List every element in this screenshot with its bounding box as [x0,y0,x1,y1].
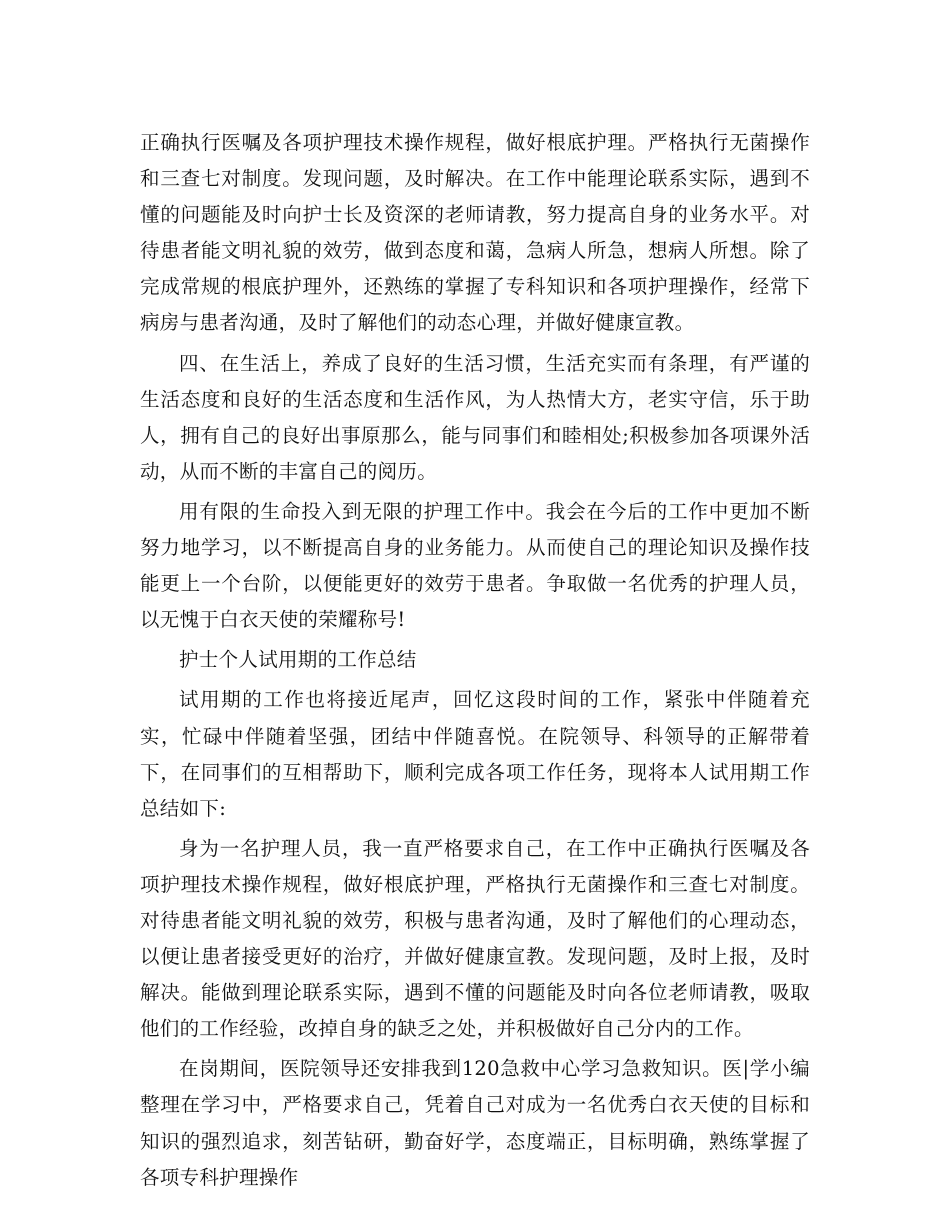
section-heading: 护士个人试用期的工作总结 [179,648,417,672]
paragraph-1: 正确执行医嘱及各项护理技术操作规程，做好根底护理。严格执行无菌操作和三查七对制度。发现问题，及时解决。在工作中能理论联系实际，遇到不懂的问题能及时向护士长及资深的老师请教，努力提高自身的业务水平。对待患者能文明礼貌的效劳，做到态度和蔼，急病人所急，想病人所想。除了完成常规的根底护理外，还熟练的掌握了专科知识和各项护理操作，经常下病房与患者沟通，及时了解他们的动态心理，并做好健康宣教。 [140,131,810,335]
document-body [140,125,810,1200]
paragraph-5: 身为一名护理人员，我一直严格要求自己，在工作中正确执行医嘱及各项护理技术操作规程，做好根底护理，严格执行无菌操作和三查七对制度。对待患者能文明礼貌的效劳，积极与患者沟通，及时了解他们的心理动态，以便让患者接受更好的治疗，并做好健康宣教。发现问题，及时上报，及时解决。能做到理论联系实际，遇到不懂的问题能及时向各位老师请教，吸取他们的工作经验，改掉自身的缺乏之处，并积极做好自己分内的工作。 [140,836,810,1041]
paragraph-3: 用有限的生命投入到无限的护理工作中。我会在今后的工作中更加不断努力地学习，以不断提高自身的业务能力。从而使自己的理论知识及操作技能更上一个台阶，以便能更好的效劳于患者。争取做一名优秀的护理人员，以无愧于白衣天使的荣耀称号! [140,499,810,632]
paragraph-6: 在岗期间，医院领导还安排我到120急救中心学习急救知识。医|学小编整理在学习中，严格要求自己，凭着自己对成为一名优秀白衣天使的目标和知识的强烈追求，刻苦钻研，勤奋好学，态度端正，目标明确，熟练掌握了各项专科护理操作 [140,1057,810,1189]
paragraph-2: 四、在生活上，养成了良好的生活习惯，生活充实而有条理，有严谨的生活态度和良好的生活态度和生活作风，为人热情大方，老实守信，乐于助人，拥有自己的良好出事原那么，能与同事们和睦相处;积极参加各项课外活动，从而不断的丰富自己的阅历。 [140,351,810,483]
paragraph-4: 试用期的工作也将接近尾声，回忆这段时间的工作，紧张中伴随着充实，忙碌中伴随着坚强，团结中伴随喜悦。在院领导、科领导的正解带着下，在同事们的互相帮助下，顺利完成各项工作任务，现将本人试用期工作总结如下: [140,688,810,820]
